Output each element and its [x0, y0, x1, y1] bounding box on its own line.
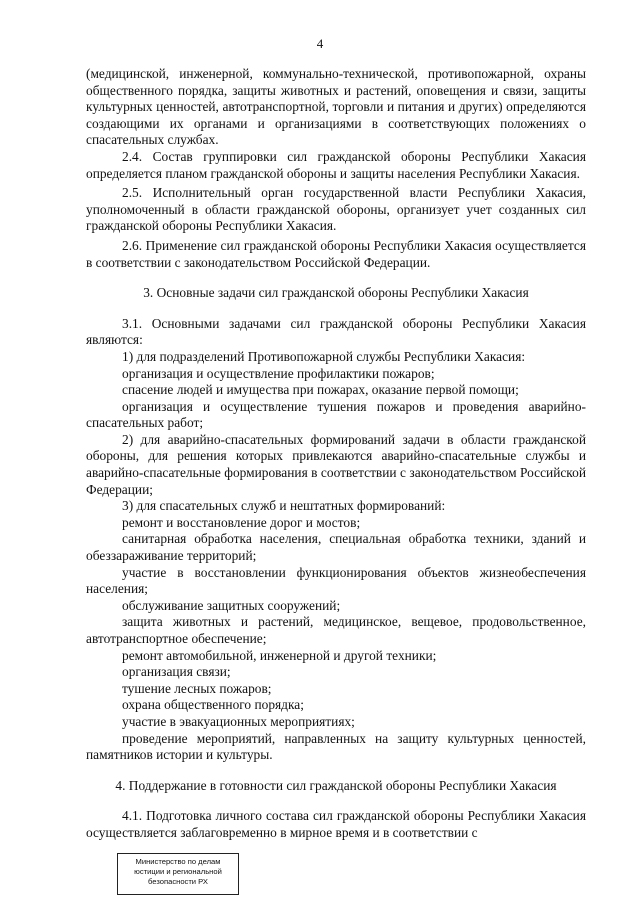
- page-number: 4: [316, 36, 324, 51]
- paragraph-continuation: (медицинской, инженерной, коммунально-технической, противопожарной, охраны общественного порядка, защиты животных и растений, оповещения и связи, защиты культурных ценностей, автотранспортной, торговли и питания и других) определяются создающими их органами и организациями в соответствующих положениях о спасательных службах.: [86, 66, 586, 148]
- paragraph-4-1: 4.1. Подготовка личного состава сил гражданской обороны Республики Хакасия осуществляется заблаговременно в мирное время и в соответствии с: [86, 808, 586, 840]
- list-item: организация и осуществление тушения пожаров и проведения аварийно-спасательных работ;: [86, 398, 586, 431]
- list-item: организация связи;: [122, 664, 231, 680]
- list-item: ремонт и восстановление дорог и мостов;: [122, 514, 361, 530]
- list-item: ремонт автомобильной, инженерной и другой техники;: [122, 647, 437, 663]
- stamp-line: юстиции и региональной: [134, 867, 222, 876]
- registration-stamp: [117, 853, 239, 895]
- list-item: участие в восстановлении функционирования объектов жизнеобеспечения населения;: [86, 564, 586, 597]
- list-item: 2) для аварийно-спасательных формирований задачи в области гражданской обороны, для решения которых привлекаются аварийно-спасательные службы и аварийно-спасательные формирования в соответствии с законодательством Российской Федерации;: [86, 431, 586, 497]
- list-item: тушение лесных пожаров;: [122, 680, 272, 696]
- paragraph-2-5: 2.5. Исполнительный орган государственной власти Республики Хакасия, уполномоченный в области гражданской обороны, организует учет созданных сил гражданской обороны Республики Хакасия.: [86, 185, 586, 234]
- paragraph-2-4: 2.4. Состав группировки сил гражданской обороны Республики Хакасия определяется планом гражданской обороны и защиты населения Республики Хакасия.: [86, 148, 586, 181]
- list-item: защита животных и растений, медицинское, вещевое, продовольственное, автотранспортное обеспечение;: [86, 614, 586, 646]
- section-heading-3: 3. Основные задачи сил гражданской обороны Республики Хакасия: [143, 285, 529, 301]
- list-item: 1) для подразделений Противопожарной службы Республики Хакасия:: [122, 348, 526, 364]
- list-item: охрана общественного порядка;: [122, 697, 304, 713]
- stamp-line: Министерство по делам: [135, 857, 221, 866]
- list-item: организация и осуществление профилактики пожаров;: [122, 365, 435, 381]
- list-item: спасение людей и имущества при пожарах, оказание первой помощи;: [122, 382, 519, 398]
- list-item: санитарная обработка населения, специальная обработка техники, зданий и обеззараживание территорий;: [86, 531, 586, 564]
- paragraph-2-6: 2.6. Применение сил гражданской обороны Республики Хакасия осуществляется в соответствии с законодательством Российской Федерации.: [86, 237, 586, 270]
- section-heading-4: 4. Поддержание в готовности сил гражданской обороны Республики Хакасия: [115, 777, 557, 793]
- list-item: 3) для спасательных служб и нештатных формирований:: [122, 498, 446, 514]
- stamp-line: безопасности РХ: [148, 877, 208, 886]
- body-text: [86, 66, 586, 842]
- list-item: проведение мероприятий, направленных на защиту культурных ценностей, памятников истории и культуры.: [86, 730, 586, 763]
- list-item: участие в эвакуационных мероприятиях;: [122, 713, 355, 729]
- paragraph-3-1: 3.1. Основными задачами сил гражданской обороны Республики Хакасия являются:: [86, 315, 586, 348]
- list-item: обслуживание защитных сооружений;: [122, 597, 341, 613]
